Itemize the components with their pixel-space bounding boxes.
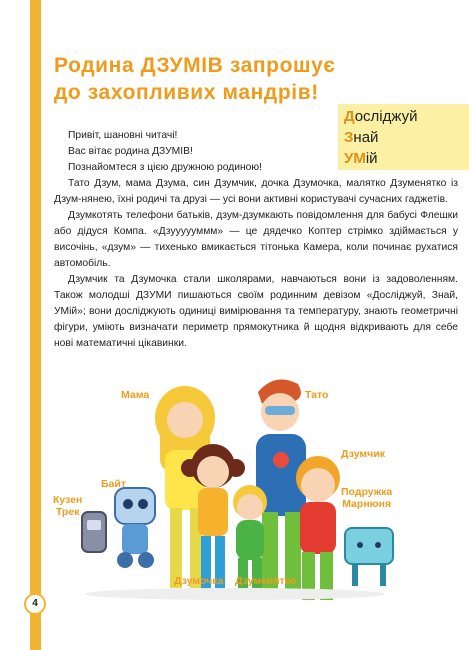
greeting-1: Привіт, шановні читачі! (68, 130, 178, 141)
greeting-2: Вас вітає родина ДЗУМІВ! (68, 146, 193, 157)
title-line-2: до захопливих мандрів! (54, 81, 319, 104)
podruzhka-figure (345, 528, 393, 586)
label-dzumchyk: Дзумчик (341, 448, 385, 460)
label-dzumeniatko: Дзуменятко (235, 575, 297, 587)
body-text (54, 128, 458, 352)
motto-line-1: Досліджуй (344, 108, 418, 125)
paragraph-1: Тато Дзум, мама Дзума, син Дзумчик, дочка Дзумочка, малятко Дзуменятко із Дзум-нянею, їхні родичі та друзі — усі вони активні користувачі сучасних гаджетів. (54, 178, 458, 205)
kuzen-trek-figure (82, 512, 106, 552)
paragraph-3: Дзумчик та Дзумочка стали школярами, навчаються вони із задоволенням. Також молодші ДЗУМИ пишаються своїм родинним девізом «Досліджуй, Знай, УМій»; вони досліджують одиниці вимірювання та температуру, знають геометричні фігури, уміють визначати периметр прямокутника й щодня відкривають для себе нові математичні цікавинки. (54, 274, 458, 349)
label-kuzen-trek: Кузен Трек (53, 494, 83, 518)
motto-line-3: УМій (344, 150, 378, 167)
page-title (54, 52, 454, 106)
bait-robot (115, 488, 155, 568)
greeting-3: Познайомтеся з цією дружною родиною! (68, 162, 262, 173)
label-tato: Тато (305, 389, 329, 401)
label-dzumochka: Дзумочка (174, 575, 224, 587)
page-number: 4 (24, 593, 46, 615)
dzumchyk-figure (296, 456, 340, 600)
family-illustration (0, 370, 469, 620)
motto-line-2: Знай (344, 129, 379, 146)
title-line-1: Родина ДЗУМІВ запрошує (54, 54, 336, 77)
label-mama: Мама (121, 389, 150, 401)
paragraph-2: Дзумкотять телефони батьків, дзум-дзумкають повідомлення для бабусі Флешки або дідуся Компа. «Дзуууууммм» — це дядечко Коптер стрімко здіймається у височінь, «дзум» — тихенько вмикається тітонька Камера, коли починає рухатися автомобіль. (54, 210, 458, 269)
label-podruzhka: Подружка Марнюня (341, 486, 393, 510)
label-bait: Байт (101, 478, 126, 490)
